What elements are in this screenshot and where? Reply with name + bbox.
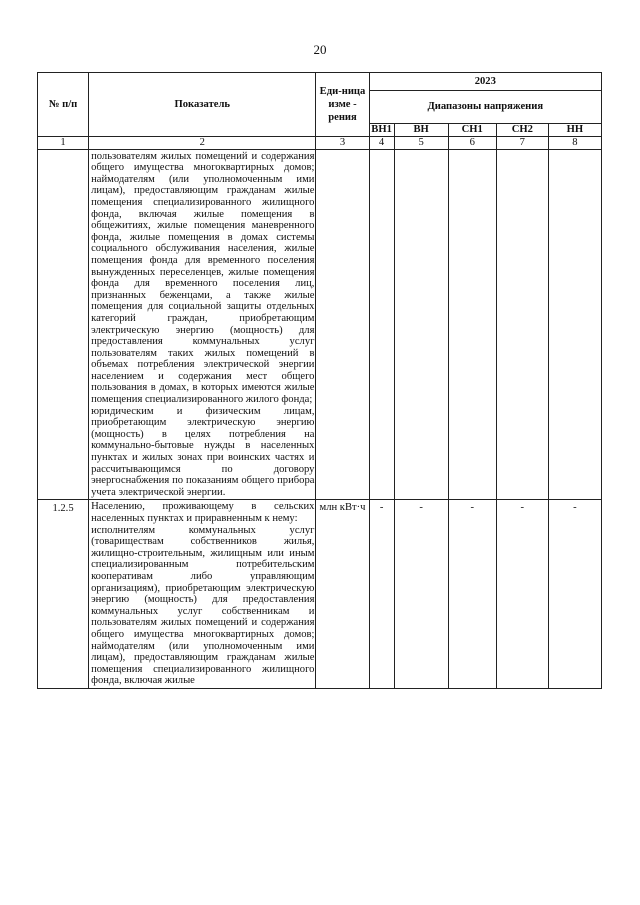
- value-nn: [548, 149, 601, 500]
- value-vn: [394, 149, 448, 500]
- table-row: [38, 500, 602, 689]
- header-vn1: ВН1: [369, 124, 394, 137]
- col-number: 3: [316, 137, 369, 150]
- header-unit: Еди-ница изме - рения: [316, 73, 369, 137]
- table-row: [38, 149, 602, 500]
- value-nn: -: [548, 500, 601, 689]
- value-vn1: -: [369, 500, 394, 689]
- value-sn1: -: [448, 500, 496, 689]
- tariff-table: [37, 72, 602, 689]
- row-number: 1.2.5: [38, 500, 89, 689]
- col-number: 1: [38, 137, 89, 150]
- header-voltage-ranges: Диапазоны напряжения: [369, 91, 601, 124]
- col-number: 6: [448, 137, 496, 150]
- header-vn: ВН: [394, 124, 448, 137]
- header-nn: НН: [548, 124, 601, 137]
- col-number: 8: [548, 137, 601, 150]
- col-number: 4: [369, 137, 394, 150]
- column-number-row: [38, 137, 602, 150]
- header-year: 2023: [369, 73, 601, 91]
- row-unit: [316, 149, 369, 500]
- col-number: 7: [496, 137, 548, 150]
- col-number: 5: [394, 137, 448, 150]
- header-sn2: СН2: [496, 124, 548, 137]
- row-indicator-text: пользователям жилых помещений и содержания общего имущества многоквартирных домов; наймодателям (или уполномоченным ими лицам), предоставляющим гражданам жилые помещения специализированного жилищного фонда, включая жилые помещения в общежитиях, жилые помещения маневренного фонда, жилые помещения в домах системы социального обслуживания населения, жилые помещения фонда для временного поселения вынужденных переселенцев, жилые помещения фонда для временного поселения лиц, признанных беженцами, а также жилые помещения для социальной защиты отдельных категорий граждан, приобретающим электрическую энергию (мощность) для предоставления коммунальных услуг пользователям таких жилых помещений в объемах потребления электрической энергии населением и содержания мест общего пользования в домах, в которых имеются жилые помещения специализированного жилого фонда; юридическим и физическим лицам, приобретающим электрическую энергию (мощность) в целях потребления на коммунально-бытовые нужды в населенных пунктах и жилых зонах при воинских частях и рассчитывающимся по договору энергоснабжения по показаниям общего прибора учета электрической энергии.: [89, 149, 316, 500]
- col-number: 2: [89, 137, 316, 150]
- header-indicator: Показатель: [89, 73, 316, 137]
- value-sn2: [496, 149, 548, 500]
- row-unit: млн кВт·ч: [316, 500, 369, 689]
- row-indicator-text: Населению, проживающему в сельских населенных пунктах и приравненным к нему: исполнителям коммунальных услуг (товариществам собственников жилья, жилищно-строительным, жилищным или иным специализированным потребительским кооперативам либо управляющим организациям), приобретающим электрическую энергию (мощность) для предоставления коммунальных услуг собственникам и пользователям жилых помещений и содержания общего имущества многоквартирных домов; наймодателям (или уполномоченным ими лицам), предоставляющим гражданам жилые помещения специализированного жилищного фонда, включая жилые: [89, 500, 316, 689]
- value-vn1: [369, 149, 394, 500]
- value-sn1: [448, 149, 496, 500]
- value-sn2: -: [496, 500, 548, 689]
- header-num: № п/п: [38, 73, 89, 137]
- row-number: [38, 149, 89, 500]
- value-vn: -: [394, 500, 448, 689]
- header-sn1: СН1: [448, 124, 496, 137]
- page-number: 20: [313, 42, 327, 57]
